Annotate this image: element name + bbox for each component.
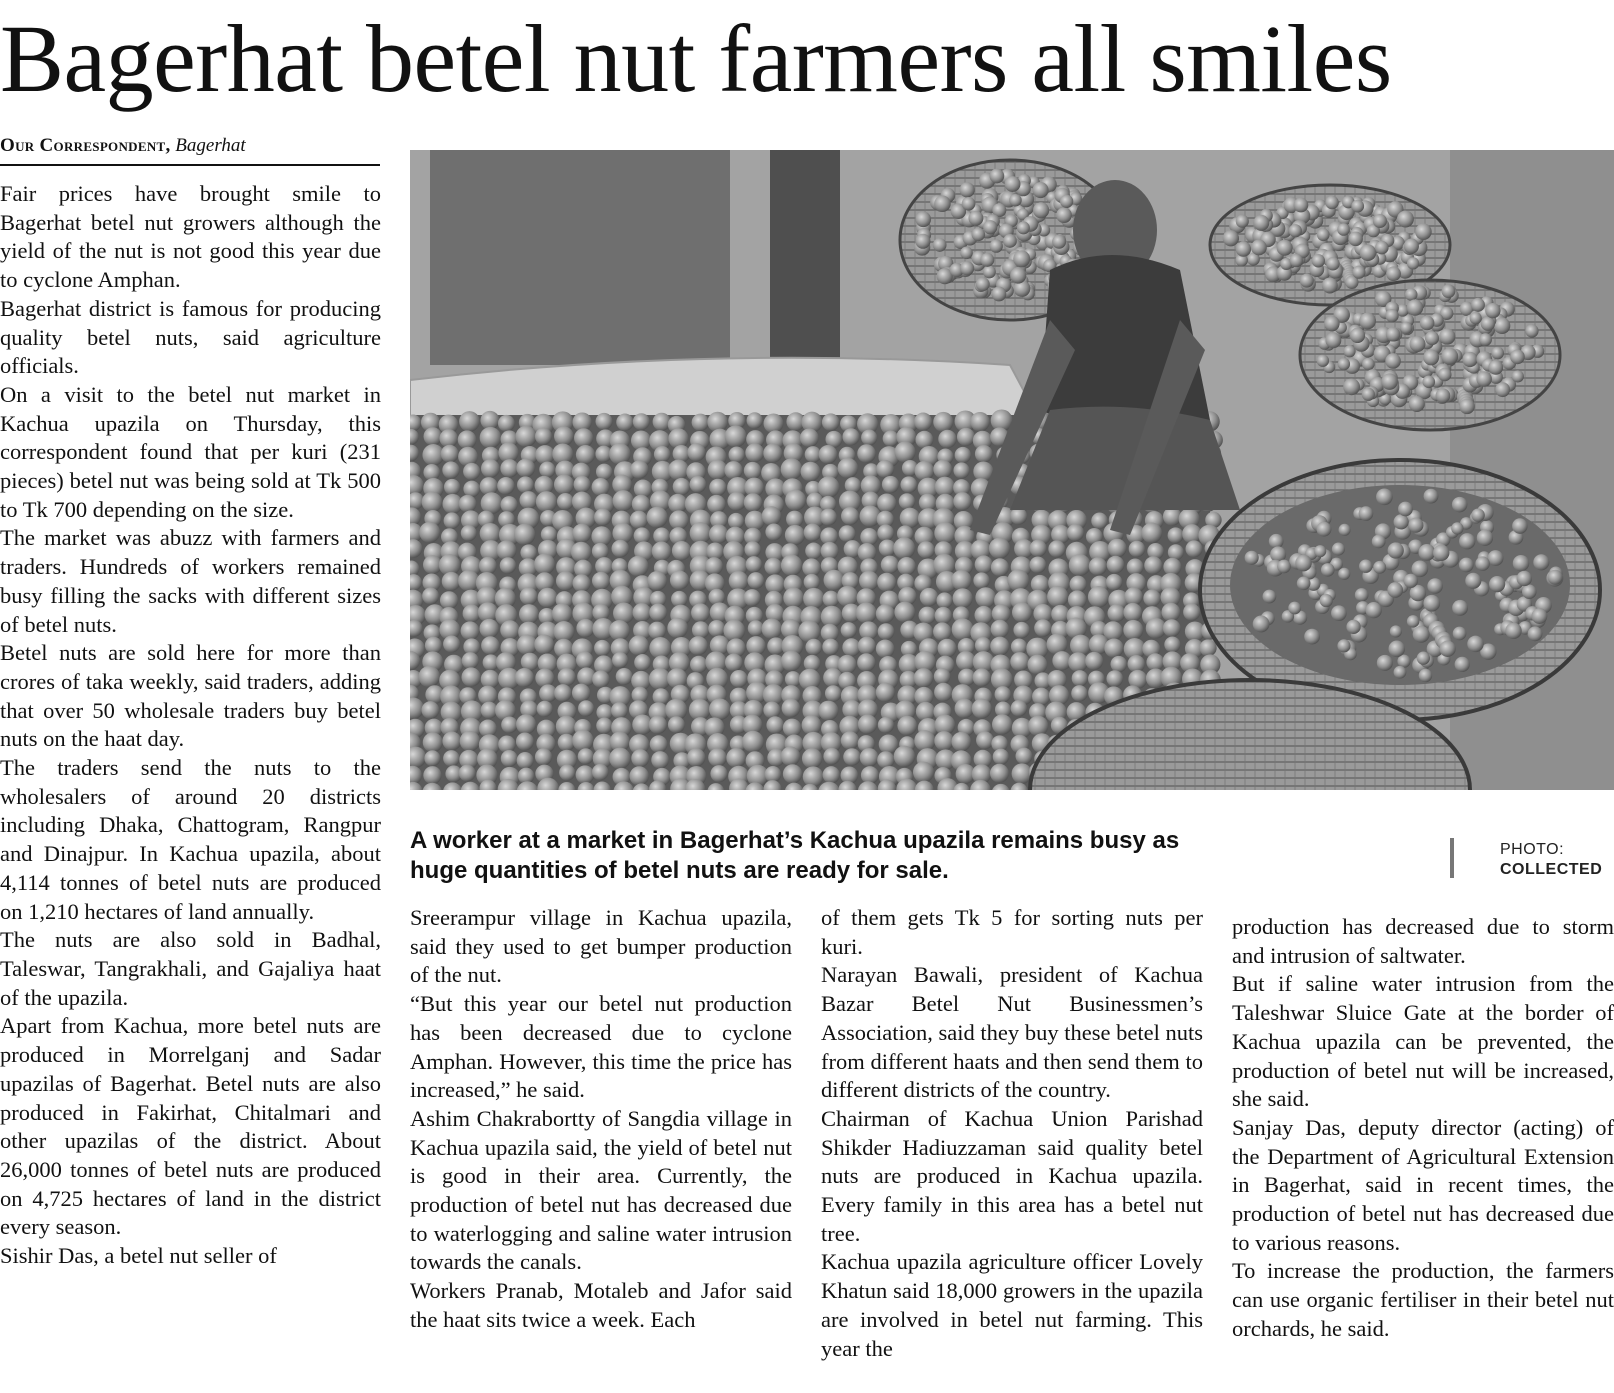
article-column-2 [410, 904, 792, 1335]
photo-credit-label: PHOTO: [1500, 841, 1565, 858]
paragraph: Betel nuts are sold here for more than crores of taka weekly, said traders, adding that over 50 wholesale traders buy betel nuts on the haat day. [0, 640, 381, 752]
news-photo [410, 150, 1614, 790]
paragraph: To increase the production, the farmers can use organic fertiliser in their betel nut orchards, he said. [1232, 1258, 1614, 1341]
article-column-3 [821, 904, 1203, 1363]
paragraph: Sishir Das, a betel nut seller of [0, 1243, 277, 1269]
paragraph: The nuts are also sold in Badhal, Taleswar, Tangrakhali, and Gajaliya haat of the upazila. [0, 927, 381, 1010]
article-column-1 [0, 180, 381, 1271]
byline-name: Our Correspondent, [0, 135, 171, 156]
paragraph: But if saline water intrusion from the Taleshwar Sluice Gate at the border of Kachua upazila can be prevented, the production of betel nut will be increased, she said. [1232, 971, 1614, 1112]
byline-location: Bagerhat [175, 135, 246, 156]
paragraph: Apart from Kachua, more betel nuts are produced in Morrelganj and Sadar upazilas of Bagerhat. Betel nuts are also produced in Fakirhat, Chitalmari and other upazilas of the district. About 26,000 tonnes of betel nuts are produced on 4,725 hectares of land in the district every season. [0, 1013, 381, 1240]
photo-credit-value: COLLECTED [1500, 861, 1603, 878]
paragraph: Workers Pranab, Motaleb and Jafor said the haat sits twice a week. Each [410, 1278, 792, 1332]
paragraph: Narayan Bawali, president of Kachua Bazar Betel Nut Businessmen’s Association, said they buy these betel nuts from different haats and then send them to different districts of the country. [821, 962, 1203, 1103]
paragraph: production has decreased due to storm and intrusion of saltwater. [1232, 914, 1614, 968]
paragraph: Sanjay Das, deputy director (acting) of the Department of Agricultural Extension in Bagerhat, said in recent times, the production of betel nut has decreased due to various reasons. [1232, 1114, 1614, 1255]
paragraph: On a visit to the betel nut market in Kachua upazila on Thursday, this correspondent found that per kuri (231 pieces) betel nut was being sold at Tk 500 to Tk 700 depending on the size. [0, 381, 381, 522]
paragraph: Fair prices have brought smile to Bagerhat betel nut growers although the yield of the nut is not good this year due to cyclone Amphan. [0, 181, 381, 293]
paragraph: The market was abuzz with farmers and traders. Hundreds of workers remained busy filling the sacks with different sizes of betel nuts. [0, 525, 381, 637]
paragraph: of them gets Tk 5 for sorting nuts per kuri. [821, 905, 1203, 959]
headline: Bagerhat betel nut farmers all smiles [0, 5, 1392, 112]
credit-divider [1450, 838, 1454, 878]
photo-caption: A worker at a market in Bagerhat’s Kachua upazila remains busy as huge quantities of betel nuts are ready for sale. [410, 827, 1180, 884]
paragraph: The traders send the nuts to the wholesalers of around 20 districts including Dhaka, Chattogram, Rangpur and Dinajpur. In Kachua upazila, about 4,114 tonnes of betel nuts are produced on 1,210 hectares of land annually. [0, 755, 381, 924]
paragraph: Kachua upazila agriculture officer Lovely Khatun said 18,000 growers in the upazila are involved in betel nut farming. This year the [821, 1249, 1203, 1361]
byline [0, 134, 380, 166]
paragraph: Sreerampur village in Kachua upazila, said they used to get bumper production of the nut. [410, 905, 792, 988]
paragraph: “But this year our betel nut production has been decreased due to cyclone Amphan. However, this time the price has increased,” he said. [410, 991, 792, 1103]
paragraph: Ashim Chakrabortty of Sangdia village in Kachua upazila said, the yield of betel nut is good in their area. Currently, the production of betel nut has decreased due to waterlogging and saline water intrusion towards the canals. [410, 1105, 792, 1275]
photo-credit [1500, 840, 1614, 880]
article-column-4 [1232, 913, 1614, 1344]
paragraph: Bagerhat district is famous for producing quality betel nuts, said agriculture officials. [0, 295, 381, 379]
paragraph: Chairman of Kachua Union Parishad Shikder Hadiuzzaman said quality betel nuts are produced in Kachua upazila. Every family in this area has a betel nut tree. [821, 1105, 1203, 1246]
betel-nut-market-image [410, 150, 1614, 790]
